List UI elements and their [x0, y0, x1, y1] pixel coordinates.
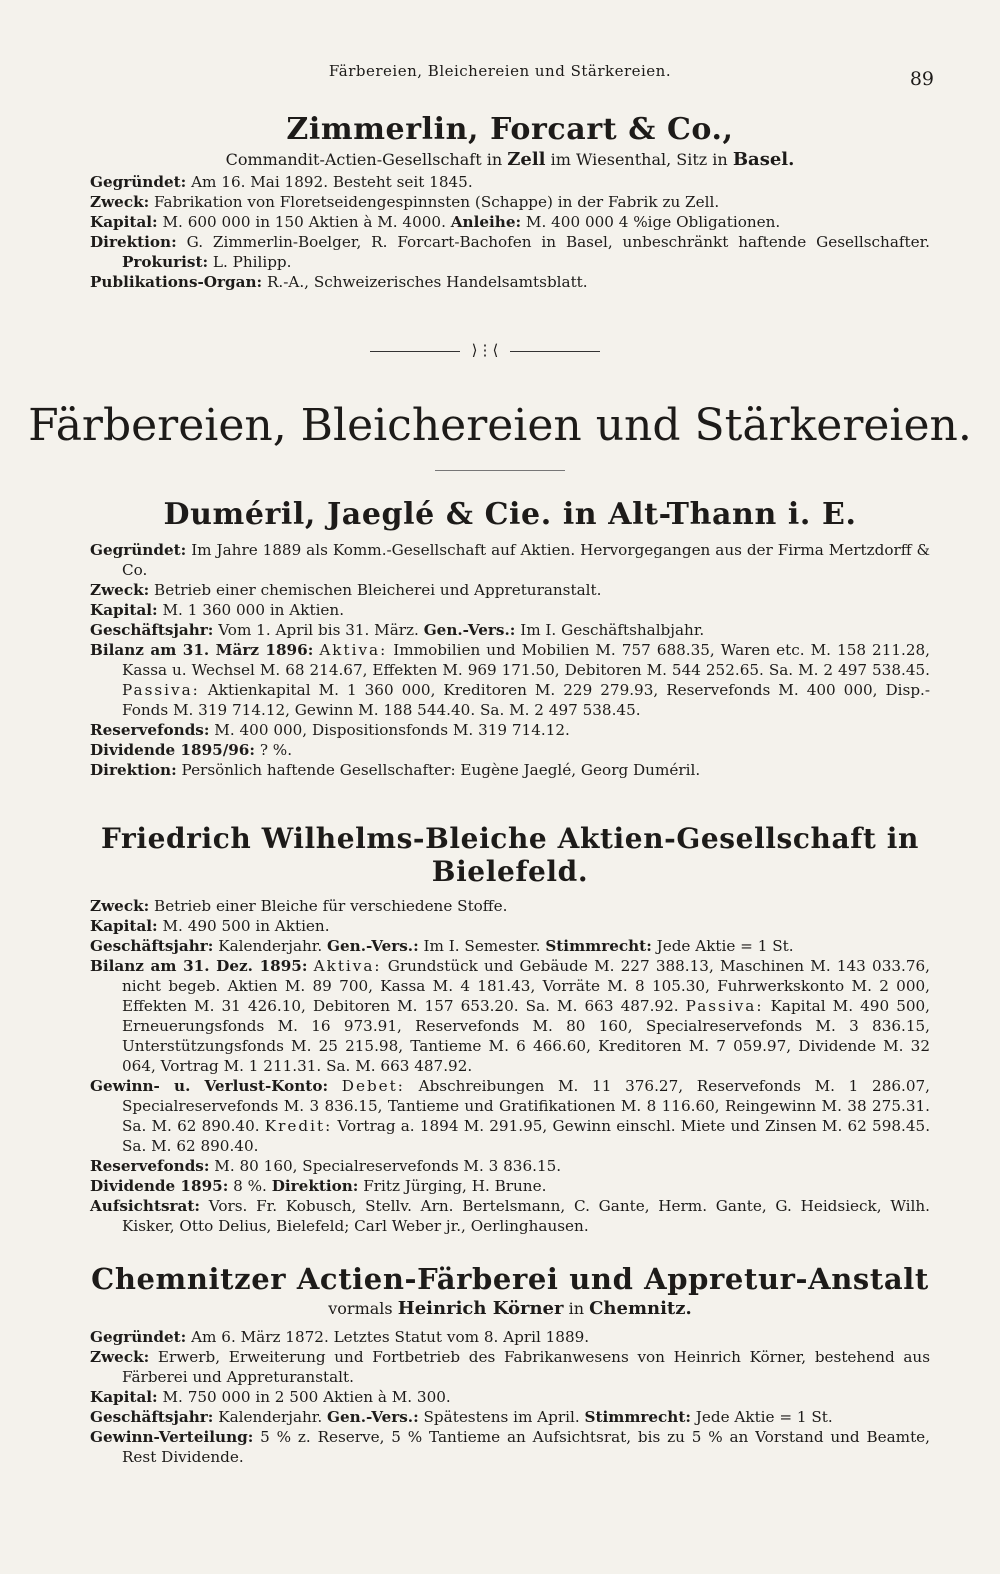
field-label: Aufsichtsrat: [90, 1197, 200, 1215]
field-kapital [90, 916, 930, 936]
field-label: Zweck: [90, 897, 150, 915]
subtitle-place: Zell [507, 149, 546, 170]
field-zweck [90, 580, 930, 600]
subtitle-text: Commandit-Actien-Gesellschaft in [225, 150, 503, 169]
field-label: Gegründet: [90, 541, 187, 559]
field-label: Stimmrecht: [584, 1408, 691, 1426]
entry-subtitle [90, 1298, 930, 1319]
field-value: Aktienkapital M. 1 360 000, Kreditoren M. 229 279.93, Reservefonds M. 400 000, Disp.-Fonds M. 319 714.12, Gewinn M. 188 544.40. Sa. M. 2 497 538.45. [122, 681, 931, 719]
field-label: Kredit: [264, 1117, 333, 1135]
field-value: Grundstück und Gebäude M. 227 388.13, Maschinen M. 143 033.76, nicht begeb. Aktien M. 89 700, Kassa M. 4 181.43, Vorräte M. 8 105.30, Fuhrwerkskonto M. 2 000, Effekten M. 31 426.10, Debitoren M. 157 653.20. Sa. M. 663 487.92. [122, 957, 930, 1015]
field-value: Betrieb einer chemischen Bleicherei und Appreturanstalt. [154, 581, 602, 599]
field-value: 8 %. [233, 1177, 267, 1195]
field-label: Anleihe: [450, 213, 522, 231]
field-label: Kapital: [90, 917, 158, 935]
field-value: M. 400 000, Dispositionsfonds M. 319 714.12. [214, 721, 570, 739]
entry-title: Friedrich Wilhelms-Bleiche Aktien-Gesellschaft in Bielefeld. [101, 822, 919, 888]
field-value: Spätestens im April. [423, 1408, 580, 1426]
field-value: L. Philipp. [212, 253, 292, 271]
field-gegruendet [90, 540, 930, 580]
field-reservefonds [90, 720, 930, 740]
subtitle-seat: Basel. [732, 149, 795, 170]
field-dividende [90, 740, 930, 760]
field-label: Dividende 1895: [90, 1177, 229, 1195]
field-label: Kapital: [90, 601, 158, 619]
field-label: Dividende 1895/96: [90, 741, 255, 759]
field-value: Vortrag a. 1894 M. 291.95, Gewinn einschl. Miete und Zinsen M. 62 598.45. Sa. M. 62 890.40. [122, 1117, 931, 1155]
chapter-title: Färbereien, Bleichereien und Stärkereien. [28, 400, 972, 451]
field-geschaeftsjahr [90, 936, 930, 956]
ornament-glyph: ⟩⋮⟨ [471, 341, 499, 359]
field-value: Jede Aktie = 1 St. [695, 1408, 833, 1426]
entry-subtitle [90, 149, 930, 170]
field-label: Aktiva: [319, 641, 388, 659]
field-value: Abschreibungen M. 11 376.27, Reservefonds M. 1 286.07, Specialreservefonds M. 3 836.15, Tantieme und Gratifikationen M. 8 116.60, Reingewinn M. 38 275.31. Sa. M. 62 890.40. [122, 1077, 931, 1135]
running-head: Färbereien, Bleichereien und Stärkereien. [328, 62, 672, 80]
field-label: Passiva: [122, 681, 200, 699]
field-value: Kapital M. 490 500, Erneuerungsfonds M. 16 973.91, Reservefonds M. 80 160, Specialreservefonds M. 3 836.15, Unterstützungsfonds M. 25 215.98, Tantieme M. 6 466.60, Kreditoren M. 7 059.97, Dividende M. 32 064, Vortrag M. 1 211.31. Sa. M. 663 487.92. [122, 997, 931, 1075]
field-geschaeftsjahr [90, 620, 930, 640]
field-label: Gewinn-Verteilung: [90, 1428, 254, 1446]
field-kapital [90, 1387, 930, 1407]
field-value: Immobilien und Mobilien M. 757 688.35, Waren etc. M. 158 211.28, Kassa u. Wechsel M. 68 214.67, Effekten M. 969 171.50, Debitoren M. 544 252.65. Sa. M. 2 497 538.45. [122, 641, 931, 679]
field-direktion [90, 232, 930, 272]
entry-title: Duméril, Jaeglé & Cie. in Alt-Thann i. E. [163, 497, 857, 532]
entry-dumeril [90, 497, 930, 780]
field-label: Gen.-Vers.: [327, 1408, 419, 1426]
field-label: Reservefonds: [90, 1157, 210, 1175]
field-label: Bilanz am 31. Dez. 1895: [90, 957, 308, 975]
field-value: Im I. Geschäftshalbjahr. [520, 621, 705, 639]
field-value: Am 16. Mai 1892. Besteht seit 1845. [191, 173, 473, 191]
field-label: Gegründet: [90, 1328, 187, 1346]
field-label: Publikations-Organ: [90, 273, 263, 291]
field-label: Geschäftsjahr: [90, 621, 214, 639]
field-label: Zweck: [90, 581, 150, 599]
page-number: 89 [909, 68, 934, 90]
field-value: Am 6. März 1872. Letztes Statut vom 8. April 1889. [191, 1328, 590, 1346]
field-value: Betrieb einer Bleiche für verschiedene Stoffe. [154, 897, 508, 915]
field-value: Persönlich haftende Gesellschafter: Eugène Jaeglé, Georg Duméril. [181, 761, 701, 779]
field-label: Aktiva: [313, 957, 382, 975]
field-label: Kapital: [90, 1388, 158, 1406]
field-direktion [90, 760, 930, 780]
field-gewinn-verlust [90, 1076, 930, 1156]
field-value: M. 400 000 4 %ige Obligationen. [525, 213, 781, 231]
field-value: Kalenderjahr. [218, 1408, 323, 1426]
field-label: Reservefonds: [90, 721, 210, 739]
field-value: M. 750 000 in 2 500 Aktien à M. 300. [162, 1388, 451, 1406]
field-geschaeftsjahr [90, 1407, 930, 1427]
field-value: ? %. [259, 741, 293, 759]
field-bilanz [90, 640, 930, 720]
field-label: Gegründet: [90, 173, 187, 191]
field-label: Direktion: [90, 233, 177, 251]
field-label: Geschäftsjahr: [90, 937, 214, 955]
field-value: Im I. Semester. [423, 937, 541, 955]
field-zweck [90, 192, 930, 212]
field-label: Prokurist: [122, 253, 209, 271]
field-gegruendet [90, 172, 930, 192]
field-zweck [90, 896, 930, 916]
field-value: Vors. Fr. Kobusch, Stellv. Arn. Bertelsmann, C. Gante, Herm. Gante, G. Heidsieck, Wilh. Kisker, Otto Delius, Bielefeld; Carl Weber jr., Oerlinghausen. [122, 1197, 931, 1235]
subtitle-name: Heinrich Körner [397, 1298, 564, 1319]
field-value: M. 490 500 in Aktien. [162, 917, 330, 935]
field-label: Gewinn- u. Verlust-Konto: [90, 1077, 329, 1095]
entry-title: Chemnitzer Actien-Färberei und Appretur-Anstalt [91, 1262, 929, 1296]
field-value: Fabrikation von Floretseidengespinnsten (Schappe) in der Fabrik zu Zell. [154, 193, 720, 211]
field-label: Stimmrecht: [545, 937, 652, 955]
field-reservefonds [90, 1156, 930, 1176]
field-label: Passiva: [685, 997, 764, 1015]
field-kapital [90, 600, 930, 620]
field-value: Erwerb, Erweiterung und Fortbetrieb des Fabrikanwesens von Heinrich Körner, bestehend aus Färberei und Appreturanstalt. [122, 1348, 931, 1386]
field-label: Debet: [341, 1077, 405, 1095]
field-label: Direktion: [271, 1177, 359, 1195]
field-bilanz [90, 956, 930, 1076]
field-label: Bilanz am 31. März 1896: [90, 641, 314, 659]
field-label: Gen.-Vers.: [423, 621, 516, 639]
subtitle-text: vormals [328, 1299, 393, 1318]
field-value: M. 1 360 000 in Aktien. [162, 601, 345, 619]
field-gewinn-verteilung [90, 1427, 930, 1467]
field-label: Zweck: [90, 193, 150, 211]
field-value: M. 80 160, Specialreservefonds M. 3 836.15. [214, 1157, 562, 1175]
subtitle-text: im Wiesenthal, Sitz in [550, 150, 728, 169]
field-label: Zweck: [90, 1348, 150, 1366]
field-value: M. 600 000 in 150 Aktien à M. 4000. [162, 213, 446, 231]
field-kapital [90, 212, 930, 232]
divider [435, 470, 565, 471]
field-zweck [90, 1347, 930, 1387]
entry-title: Zimmerlin, Forcart & Co., [286, 112, 734, 147]
field-dividende [90, 1176, 930, 1196]
entry-wilhelms-bleiche [90, 822, 930, 1236]
field-value: Vom 1. April bis 31. März. [218, 621, 419, 639]
field-value: R.-A., Schweizerisches Handelsamtsblatt. [266, 273, 588, 291]
entry-zimmerlin [90, 112, 930, 292]
field-value: Jede Aktie = 1 St. [656, 937, 794, 955]
field-label: Geschäftsjahr: [90, 1408, 214, 1426]
subtitle-city: Chemnitz. [589, 1298, 692, 1319]
field-gegruendet [90, 1327, 930, 1347]
field-label: Gen.-Vers.: [327, 937, 419, 955]
field-aufsichtsrat [90, 1196, 930, 1236]
field-value: G. Zimmerlin-Boelger, R. Forcart-Bachofen in Basel, unbeschränkt haftende Gesellschafter. [186, 233, 931, 251]
field-value: 5 % z. Reserve, 5 % Tantieme an Aufsichtsrat, bis zu 5 % an Vorstand und Beamte, Rest Dividende. [122, 1428, 931, 1466]
field-label: Kapital: [90, 213, 158, 231]
field-value: Fritz Jürging, H. Brune. [363, 1177, 547, 1195]
field-value: Im Jahre 1889 als Komm.-Gesellschaft auf Aktien. Hervorgegangen aus der Firma Mertzdorff & Co. [122, 541, 931, 579]
field-label: Direktion: [90, 761, 177, 779]
field-value: Kalenderjahr. [218, 937, 323, 955]
entry-chemnitzer [90, 1262, 930, 1467]
field-organ [90, 272, 930, 292]
subtitle-text: in [568, 1299, 584, 1318]
ornament-divider [370, 341, 600, 361]
